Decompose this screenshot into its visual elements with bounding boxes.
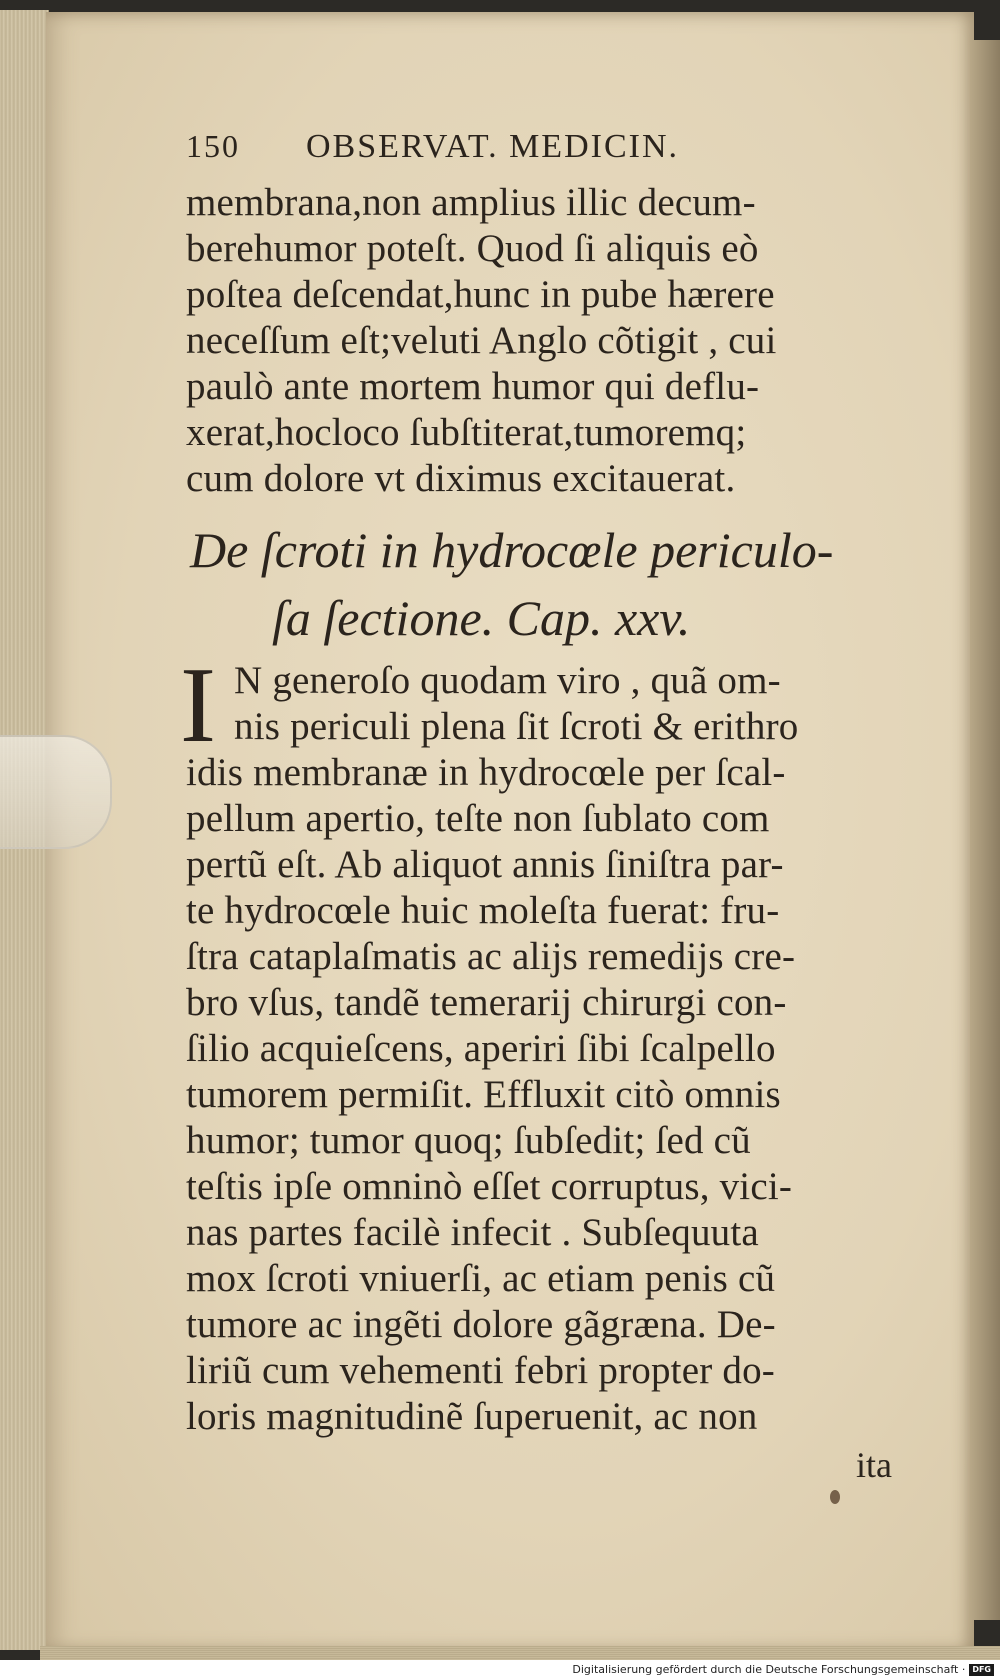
- text-line: paulò ante mortem humor qui deflu-: [186, 365, 760, 408]
- text-line: pertũ eſt. Ab aliquot annis ſiniſtra par-: [186, 843, 784, 886]
- text-line: ſtra cataplaſmatis ac alijs remedijs cre-: [186, 935, 796, 978]
- text-line: neceſſum eſt;veluti Anglo cõtigit , cui: [186, 319, 777, 362]
- ink-stain: [830, 1490, 840, 1504]
- text-line: membrana,non amplius illic decum-: [186, 181, 756, 224]
- chapter-heading-line: De ſcroti in hydrocœle periculo-: [190, 522, 834, 578]
- text-line: humor; tumor quoq; ſubſedit; ſed cũ: [186, 1119, 751, 1162]
- dfg-logo: DFG: [969, 1664, 994, 1676]
- chapter-heading: [186, 516, 926, 652]
- text-line: poſtea deſcendat,hunc in pube hærere: [186, 273, 775, 316]
- text-line: bro vſus, tandẽ temerarij chirurgi con-: [186, 981, 787, 1024]
- text-line: tumorem permiſit. Effluxit citò omnis: [186, 1073, 781, 1116]
- text-line: tumore ac ingẽti dolore gãgræna. De-: [186, 1303, 776, 1346]
- text-line: cum dolore vt diximus excitauerat.: [186, 457, 736, 500]
- text-line: idis membranæ in hydrocœle per ſcal-: [186, 751, 786, 794]
- page-clip: [0, 735, 112, 849]
- digitization-credit: Digitalisierung gefördert durch die Deutsche Forschungsgemeinschaft ·: [572, 1663, 966, 1676]
- text-line: te hydrocœle huic moleſta fuerat: fru-: [186, 889, 780, 932]
- running-title: OBSERVAT. MEDICIN.: [306, 128, 679, 165]
- digitization-credit-bar: [0, 1660, 1000, 1679]
- bottom-page-edges: [40, 1646, 1000, 1660]
- text-line: ſilio acquieſcens, aperiri ſibi ſcalpello: [186, 1027, 776, 1070]
- text-line: berehumor poteſt. Quod ſi aliquis eò: [186, 227, 759, 270]
- text-line: loris magnitudinẽ ſuperuenit, ac non: [186, 1395, 758, 1438]
- drop-capital: I: [180, 646, 216, 765]
- page-text: [180, 128, 926, 1490]
- page-number: 150: [186, 128, 240, 164]
- text-line: liriũ cum vehementi febri propter do-: [186, 1349, 775, 1392]
- text-line: nas partes facilè infecit . Subſequuta: [186, 1211, 759, 1254]
- continued-paragraph: [186, 180, 926, 502]
- catchword: ita: [856, 1445, 892, 1485]
- text-line: mox ſcroti vniuerſi, ac etiam penis cũ: [186, 1257, 776, 1300]
- text-line: nis periculi plena ſit ſcroti & erithro: [234, 705, 799, 748]
- chapter-heading-line: ſa ſectione. Cap. xxv.: [272, 590, 691, 646]
- text-line: xerat,hocloco ſubſtiterat,tumoremq;: [186, 411, 747, 454]
- text-line: teſtis ipſe omninò eſſet corruptus, vici-: [186, 1165, 793, 1208]
- text-line: N generoſo quodam viro , quã om-: [234, 659, 781, 702]
- chapter-paragraph: [180, 646, 926, 1440]
- running-head: [186, 128, 926, 180]
- text-line: pellum apertio, teſte non ſublato com: [186, 797, 770, 840]
- right-book-edge: [970, 40, 1000, 1620]
